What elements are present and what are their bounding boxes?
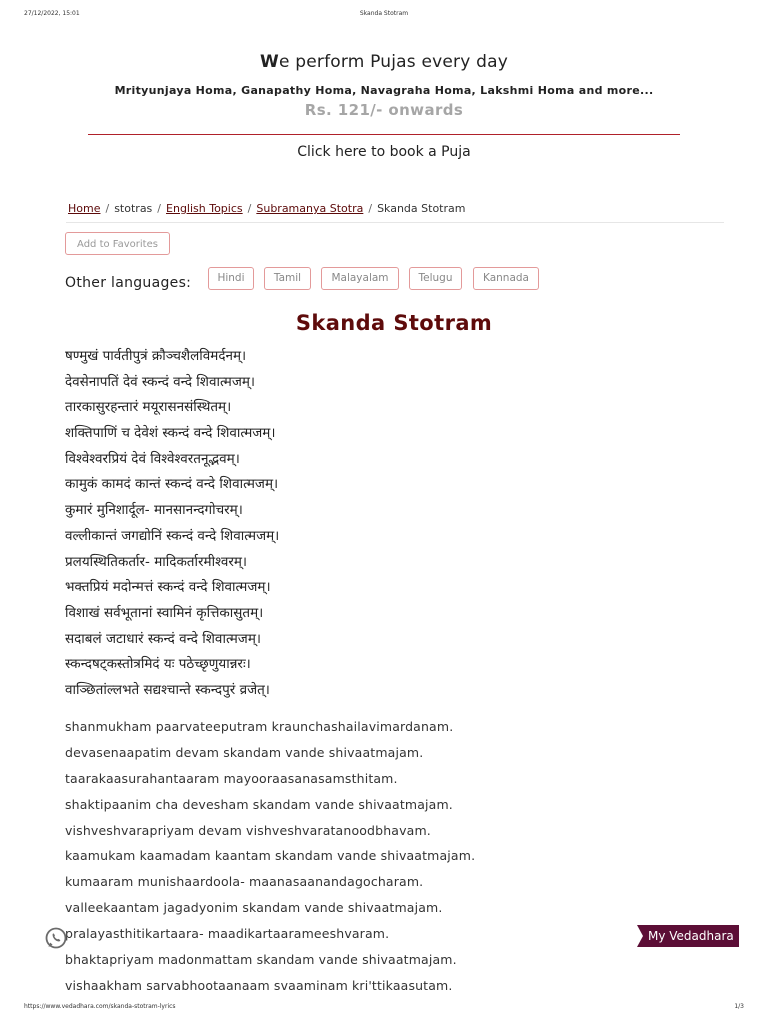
transliteration-line: devasenaapatim devam skandam vande shivaatmajam. [65, 744, 424, 760]
sanskrit-verse-line: विश्वेश्वरप्रियं देवं विश्वेश्वरतनूद्भवम्। [65, 450, 240, 467]
sanskrit-verse-line: देवसेनापतिं देवं स्कन्दं वन्दे शिवात्मजम्। [65, 373, 256, 390]
transliteration-verses [65, 714, 475, 999]
breadcrumb-separator: / [105, 202, 110, 215]
transliteration-line: valleekaantam jagadyonim skandam vande shivaatmajam. [65, 900, 443, 916]
language-hindi-button[interactable]: Hindi [208, 267, 254, 290]
sanskrit-verse-line: वाञ्छितांल्लभते सद्यश्चान्ते स्कन्दपुरं व्रजेत्। [65, 681, 270, 698]
promo-price: Rs. 121/- onwards [304, 101, 464, 119]
sanskrit-verse-line: स्कन्दषट्कस्तोत्रमिदं यः पठेच्छृणुयान्नरः। [65, 656, 251, 673]
print-url: https://www.vedadhara.com/skanda-stotram-lyrics [24, 1003, 176, 1010]
my-vedadhara-button[interactable]: My Vedadhara [637, 925, 739, 947]
transliteration-line: vishveshvarapriyam devam vishveshvaratanoodbhavam. [65, 822, 431, 838]
page-title: Skanda Stotram [295, 311, 493, 335]
sanskrit-verse-line: तारकासुरहन्तारं मयूरासनसंस्थितम्। [65, 399, 232, 416]
promo-heading-initial: W [260, 52, 279, 72]
whatsapp-icon[interactable] [44, 926, 68, 950]
sanskrit-verse-line: सदाबलं जटाधारं स्कन्दं वन्दे शिवात्मजम्। [65, 630, 262, 647]
other-languages-label: Other languages: [65, 275, 192, 291]
pdf-header [24, 10, 744, 22]
breadcrumb-separator: / [247, 202, 252, 215]
language-tamil-button[interactable]: Tamil [264, 267, 311, 290]
sanskrit-verse-line: भक्तप्रियं मदोन्मत्तं स्कन्दं वन्दे शिवात्मजम्। [65, 579, 271, 596]
print-title: Skanda Stotram [359, 10, 409, 17]
sanskrit-verse-line: वल्लीकान्तं जगद्योनिं स्कन्दं वन्दे शिवात्मजम्। [65, 527, 280, 544]
breadcrumb-subramanya-stotra[interactable]: Subramanya Stotra [256, 202, 364, 215]
breadcrumb-divider [66, 222, 724, 223]
language-malayalam-button[interactable]: Malayalam [321, 267, 399, 290]
transliteration-line: shaktipaanim cha devesham skandam vande shivaatmajam. [65, 796, 453, 812]
page-number: 1/3 [734, 1003, 744, 1010]
transliteration-line: kumaaram munishaardoola- maanasaanandagocharam. [65, 874, 424, 890]
breadcrumb-english-topics[interactable]: English Topics [166, 202, 243, 215]
promo-homa-list: Mrityunjaya Homa, Ganapathy Homa, Navagraha Homa, Lakshmi Homa and more... [114, 84, 654, 97]
transliteration-line: vishaakham sarvabhootaanaam svaaminam kri'ttikaasutam. [65, 977, 453, 993]
print-datetime: 27/12/2022, 15:01 [24, 10, 80, 17]
breadcrumb-stotras: stotras [114, 202, 153, 215]
puja-promo-banner [0, 52, 768, 160]
transliteration-line: pralayasthitikartaara- maadikartaarameeshvaram. [65, 926, 390, 942]
breadcrumb-home[interactable]: Home [68, 202, 101, 215]
language-kannada-button[interactable]: Kannada [473, 267, 539, 290]
sanskrit-verse-line: षण्मुखं पार्वतीपुत्रं क्रौञ्चशैलविमर्दनम्। [65, 348, 247, 364]
transliteration-line: taarakaasurahantaaram mayooraasanasamsthitam. [65, 770, 398, 786]
breadcrumb-current: Skanda Stotram [377, 202, 466, 215]
sanskrit-verse-line: शक्तिपाणिं च देवेशं स्कन्दं वन्दे शिवात्मजम्। [65, 425, 276, 442]
sanskrit-verse-line: कुमारं मुनिशार्दूल- मानसानन्दगोचरम्। [65, 502, 243, 519]
breadcrumb [68, 202, 465, 215]
promo-divider [88, 134, 680, 135]
other-languages [65, 267, 725, 295]
promo-heading [0, 52, 768, 72]
breadcrumb-separator: / [157, 202, 162, 215]
sanskrit-verse-line: कामुकं कामदं कान्तं स्कन्दं वन्दे शिवात्मजम्। [65, 476, 279, 493]
transliteration-line: shanmukham paarvateeputram kraunchashailavimardanam. [65, 719, 454, 734]
transliteration-line: kaamukam kaamadam kaantam skandam vande shivaatmajam. [65, 848, 476, 864]
promo-heading-text: e perform Pujas every day [278, 52, 508, 72]
sanskrit-verse-line: विशाखं सर्वभूतानां स्वामिनं कृत्तिकासुतम्। [65, 604, 264, 621]
book-puja-link[interactable]: Click here to book a Puja [297, 144, 471, 160]
pdf-footer [24, 1003, 744, 1013]
transliteration-line: bhaktapriyam madonmattam skandam vande shivaatmajam. [65, 952, 457, 968]
breadcrumb-separator: / [368, 202, 373, 215]
add-to-favorites-button[interactable]: Add to Favorites [65, 232, 170, 255]
language-telugu-button[interactable]: Telugu [409, 267, 462, 290]
sanskrit-verses [65, 344, 279, 704]
sanskrit-verse-line: प्रलयस्थितिकर्तार- मादिकर्तारमीश्वरम्। [65, 553, 248, 570]
